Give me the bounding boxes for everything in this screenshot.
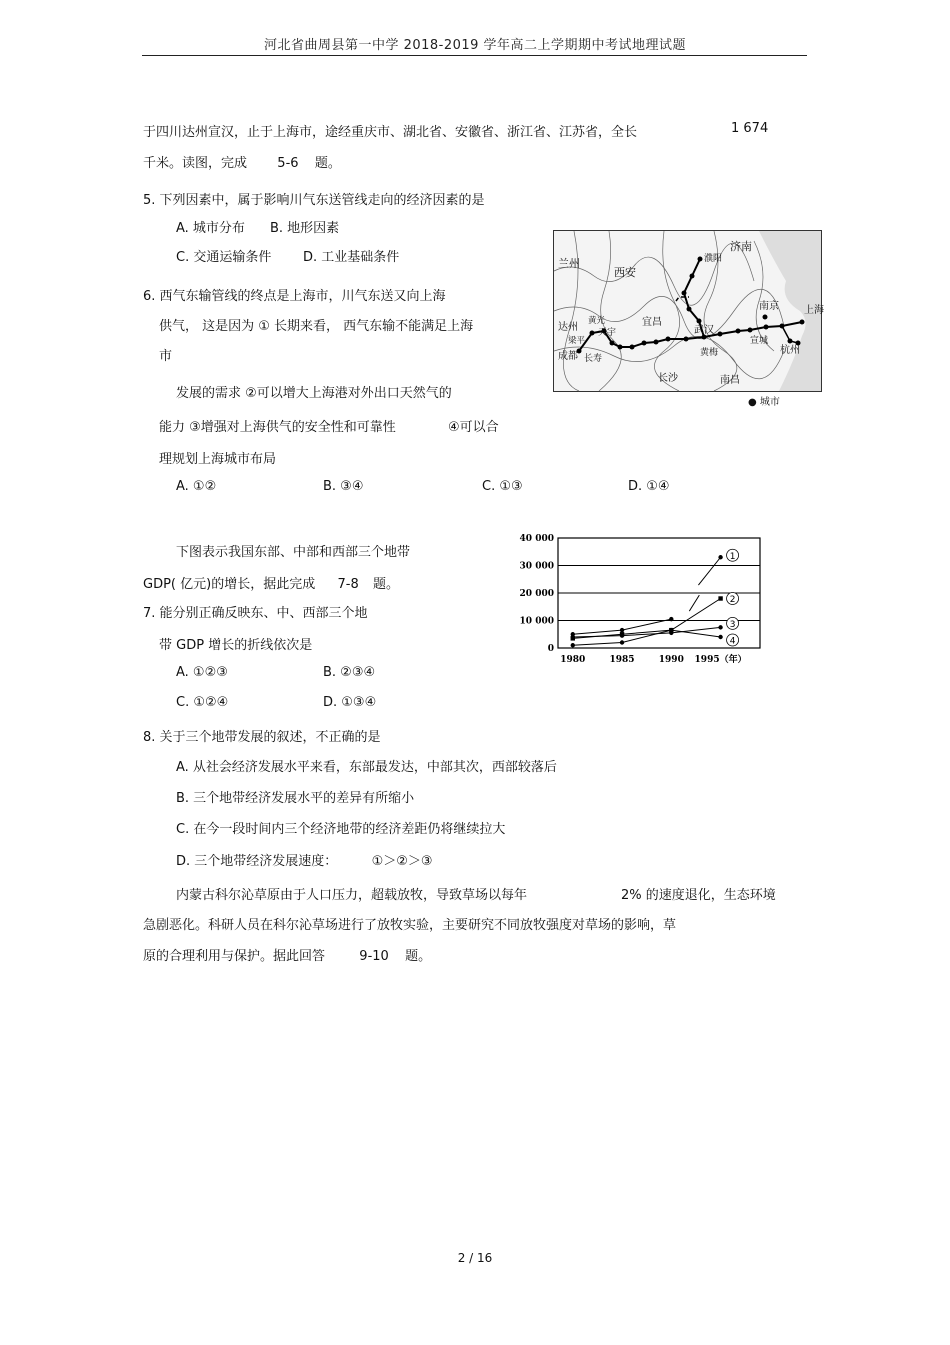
map-label-yichang: 宜昌 xyxy=(642,317,662,328)
map-label-nanjing: 南京 xyxy=(759,301,779,312)
q6-option-c: C. ①③ xyxy=(482,479,523,494)
map-label-changsha: 长沙 xyxy=(658,373,678,384)
map-label-wuhan: 武汉 xyxy=(694,325,714,336)
pipeline-map xyxy=(553,230,822,392)
intro-line-2-b: 5-6 xyxy=(277,156,299,171)
map-label-shanghai: 上海 xyxy=(804,305,824,316)
y-tick-label: 0 xyxy=(547,644,554,654)
y-tick-label: 10 000 xyxy=(519,616,554,627)
q8-option-b: B. 三个地带经济发展水平的差异有所缩小 xyxy=(176,791,415,806)
map-label-changshou: 长寿 xyxy=(584,354,603,364)
q5-option-c: C. 交通运输条件 xyxy=(176,250,272,265)
intro-line-1: 于四川达州宣汉，止于上海市，途经重庆市、湖北省、安徽省、浙江省、江苏省，全长 xyxy=(143,125,638,140)
q7-option-a: A. ①②③ xyxy=(176,665,228,680)
q78-intro-line-2-b: 7-8 xyxy=(337,577,359,592)
y-tick-label: 30 000 xyxy=(519,561,554,572)
q78-intro-line-2 xyxy=(143,573,399,592)
series-4-point xyxy=(620,640,624,644)
q5-stem: 5. 下列因素中，属于影响川气东送管线走向的经济因素的是 xyxy=(143,193,485,208)
q7-line-2: 带 GDP 增长的折线依次是 xyxy=(159,638,313,653)
series-3-point xyxy=(571,635,575,639)
chart-series xyxy=(571,549,739,647)
series-4-point xyxy=(571,643,575,647)
x-tick-label: 1990 xyxy=(658,655,684,665)
map-label-liangping: 梁平 xyxy=(568,336,586,346)
header-rule xyxy=(142,55,807,56)
map-label-nanchang: 南昌 xyxy=(720,375,740,386)
x-tick-label: 1985 xyxy=(609,655,635,665)
series-3-point xyxy=(718,625,722,629)
map-label-xuancheng: 宣城 xyxy=(750,336,769,346)
chart-axis-labels xyxy=(520,534,747,665)
map-label-chengdu: 成都 xyxy=(558,351,578,362)
series-1-line-mid xyxy=(689,595,699,611)
q5-option-b: B. 地形因素 xyxy=(270,221,340,236)
q78-intro-line-2-a: GDP( 亿元)的增长，据此完成 xyxy=(143,577,316,592)
map-label-puyang: 濮阳 xyxy=(704,254,723,264)
q6-line-6: 理规划上海城市布局 xyxy=(159,452,277,467)
series-3-point xyxy=(620,633,624,637)
series-2-label: 2 xyxy=(729,595,736,605)
series-1-point xyxy=(669,617,673,621)
q78-intro-line-2-c: 题。 xyxy=(373,577,400,592)
series-4-point xyxy=(669,628,673,632)
map-label-huangguang: 黄光 xyxy=(588,316,606,326)
map-label-huangmei: 黄梅 xyxy=(700,348,719,358)
q910-intro-line-1a: 内蒙古科尔沁草原由于人口压力，超载放牧，导致草场以每年 xyxy=(176,888,528,903)
q7-option-b: B. ②③④ xyxy=(323,665,376,680)
series-4-point xyxy=(718,635,722,639)
map-label-jinan: 济南 xyxy=(730,240,752,253)
q8-option-d-a: D. 三个地带经济发展速度： xyxy=(176,854,338,869)
map-legend-dot-icon: ● xyxy=(748,397,757,408)
q6-option-d: D. ①④ xyxy=(628,479,670,494)
map-label-tianyu: 天宇 xyxy=(598,328,617,338)
intro-line-2-c: 题。 xyxy=(314,156,341,171)
map-label-lanzhou: 兰州 xyxy=(558,257,580,270)
q910-intro-line-3-b: 9-10 xyxy=(359,949,389,964)
q6-stem: 6. 西气东输管线的终点是上海市，川气东送又向上海 xyxy=(143,289,446,304)
q8-option-d xyxy=(176,850,433,869)
map-label-xian: 西安 xyxy=(614,266,636,279)
map-label-hangzhou: 杭州 xyxy=(780,345,800,356)
series-4-label: 4 xyxy=(729,636,736,647)
gdp-line-chart xyxy=(510,530,780,670)
q910-intro-line-2: 急剧恶化。科研人员在科尔沁草场进行了放牧实验，主要研究不同放牧强度对草场的影响，草 xyxy=(143,918,677,933)
q6-line-3: 市 xyxy=(159,349,173,364)
q6-line-4: 发展的需求 ②可以增大上海港对外出口天然气的 xyxy=(176,386,452,401)
q6-line-5: 能力 ③增强对上海供气的安全性和可靠性 xyxy=(159,420,396,435)
province-boundaries xyxy=(554,231,784,391)
q910-intro-line-3 xyxy=(143,945,431,964)
x-tick-label: 1995（年） xyxy=(694,655,747,665)
map-legend-label: 城市 xyxy=(759,397,780,408)
q5-option-d: D. 工业基础条件 xyxy=(303,250,400,265)
series-1-line-end xyxy=(698,557,720,585)
q910-intro-line-1b: 2% 的速度退化，生态环境 xyxy=(621,888,776,903)
map-legend xyxy=(748,393,780,408)
q6-line-5b: ④可以合 xyxy=(448,420,499,435)
series-3-label: 3 xyxy=(729,619,736,630)
q7-stem: 7. 能分别正确反映东、中、西部三个地 xyxy=(143,606,368,621)
q7-option-d: D. ①③④ xyxy=(323,695,377,710)
q78-intro-line-1: 下图表示我国东部、中部和西部三个地带 xyxy=(176,545,411,560)
q910-intro-line-3-a: 原的合理利用与保护。据此回答 xyxy=(143,949,326,964)
q8-option-d-b: ①＞②＞③ xyxy=(371,854,433,869)
y-tick-label: 20 000 xyxy=(519,589,554,599)
q5-option-a: A. 城市分布 xyxy=(176,221,245,236)
map-label-dazhou: 达州 xyxy=(558,322,578,333)
page-number: 2 / 16 xyxy=(457,1251,493,1265)
q8-option-a: A. 从社会经济发展水平来看，东部最发达，中部其次，西部较落后 xyxy=(176,760,557,775)
q6-line-2: 供气， 这是因为 ① 长期来看， 西气东输不能满足上海 xyxy=(159,319,474,334)
series-2-point xyxy=(718,596,722,600)
series-1-label: 1 xyxy=(729,551,736,562)
series-1-point xyxy=(718,555,722,559)
y-tick-label: 40 000 xyxy=(519,534,554,544)
series-1-point xyxy=(620,628,624,632)
q6-option-b: B. ③④ xyxy=(323,479,364,494)
q8-stem: 8. 关于三个地带发展的叙述，不正确的是 xyxy=(143,730,381,745)
intro-length: 1 674 xyxy=(731,121,769,136)
intro-line-2-a: 千米。读图，完成 xyxy=(143,156,248,171)
pipeline-map-svg xyxy=(554,231,824,391)
q6-option-a: A. ①② xyxy=(176,479,217,494)
q8-option-c: C. 在今一段时间内三个经济地带的经济差距仍将继续拉大 xyxy=(176,822,506,837)
q910-intro-line-3-c: 题。 xyxy=(405,949,432,964)
header-title: 河北省曲周县第一中学 2018-2019 学年高二上学期期中考试地理试题 xyxy=(263,38,687,53)
q7-option-c: C. ①②④ xyxy=(176,695,229,710)
intro-line-2 xyxy=(143,152,341,171)
x-tick-label: 1980 xyxy=(560,655,586,665)
